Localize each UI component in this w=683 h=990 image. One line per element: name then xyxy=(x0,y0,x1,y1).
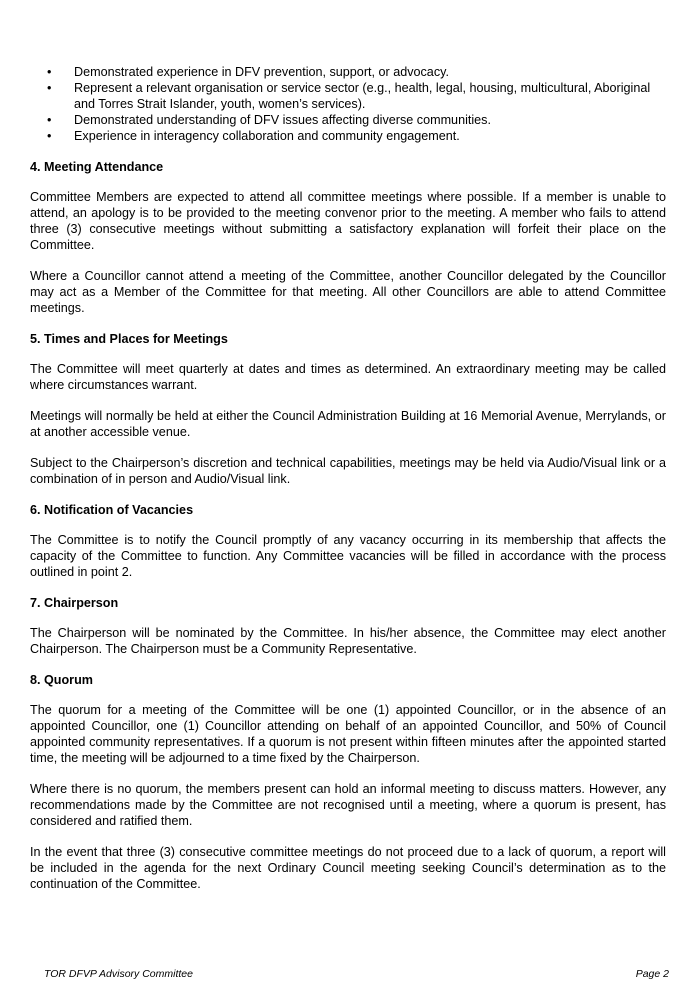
paragraph: The quorum for a meeting of the Committee will be one (1) appointed Councillor, or in the absence of an appointed Councillor, one (1) Councillor attending on behalf of an appointed Councillor, and 50% of Council appointed community representatives. If a quorum is not present within fifteen minutes after the appointed started time, the meeting will be adjourned to a time fixed by the Chairperson. xyxy=(30,703,666,765)
section-heading: 5. Times and Places for Meetings xyxy=(30,332,228,346)
section-notification-of-vacancies xyxy=(30,502,666,580)
footer-document-title: TOR DFVP Advisory Committee xyxy=(44,968,193,980)
section-heading: 4. Meeting Attendance xyxy=(30,160,164,174)
footer-page-number: Page 2 xyxy=(635,968,669,980)
bullet-item: • Demonstrated experience in DFV prevention, support, or advocacy. xyxy=(47,65,449,79)
section-heading: 6. Notification of Vacancies xyxy=(30,503,194,517)
bullet-item: • Demonstrated understanding of DFV issues affecting diverse communities. xyxy=(47,113,491,127)
bullet-item: • Represent a relevant organisation or service sector (e.g., health, legal, housing, multicultural, Aboriginal and Torres Strait Islander, youth, women’s services). xyxy=(47,81,651,111)
bullet-icon: • xyxy=(47,65,52,79)
document-body xyxy=(30,64,666,907)
section-meeting-attendance xyxy=(30,159,666,316)
page-footer xyxy=(44,968,669,980)
paragraph: Where a Councillor cannot attend a meeting of the Committee, another Councillor delegated by the Councillor may act as a Member of the Committee for that meeting. All other Councillors are able to attend Committee meetings. xyxy=(30,269,666,315)
paragraph: Meetings will normally be held at either the Council Administration Building at 16 Memorial Avenue, Merrylands, or at another accessible venue. xyxy=(30,409,666,439)
bullet-icon: • xyxy=(47,129,52,143)
eligibility-bullet-list xyxy=(30,64,666,144)
paragraph: The Committee will meet quarterly at dates and times as determined. An extraordinary meeting may be called where circumstances warrant. xyxy=(30,362,666,392)
section-times-and-places xyxy=(30,331,666,487)
paragraph: Where there is no quorum, the members present can hold an informal meeting to discuss matters. However, any recommendations made by the Committee are not recognised until a meeting, where a quorum is present, has considered and ratified them. xyxy=(30,782,666,828)
section-heading: 7. Chairperson xyxy=(30,596,119,610)
section-chairperson xyxy=(30,595,666,657)
bullet-item: • Experience in interagency collaboration and community engagement. xyxy=(47,129,460,143)
paragraph: The Chairperson will be nominated by the Committee. In his/her absence, the Committee may elect another Chairperson. The Chairperson must be a Community Representative. xyxy=(30,626,666,656)
paragraph: The Committee is to notify the Council promptly of any vacancy occurring in its membership that affects the capacity of the Committee to function. Any Committee vacancies will be filled in accordance with the process outlined in point 2. xyxy=(30,533,666,579)
paragraph: Committee Members are expected to attend all committee meetings where possible. If a member is unable to attend, an apology is to be provided to the meeting convenor prior to the meeting. A member who fails to attend three (3) consecutive meetings without submitting a satisfactory explanation will forfeit their place on the Committee. xyxy=(30,190,666,252)
section-quorum xyxy=(30,672,666,892)
paragraph: In the event that three (3) consecutive committee meetings do not proceed due to a lack of quorum, a report will be included in the agenda for the next Ordinary Council meeting seeking Council’s determination as to the continuation of the Committee. xyxy=(30,845,666,891)
section-heading: 8. Quorum xyxy=(30,673,93,687)
paragraph: Subject to the Chairperson’s discretion and technical capabilities, meetings may be held via Audio/Visual link or a combination of in person and Audio/Visual link. xyxy=(30,456,666,486)
bullet-icon: • xyxy=(47,113,52,127)
bullet-icon: • xyxy=(47,81,52,95)
